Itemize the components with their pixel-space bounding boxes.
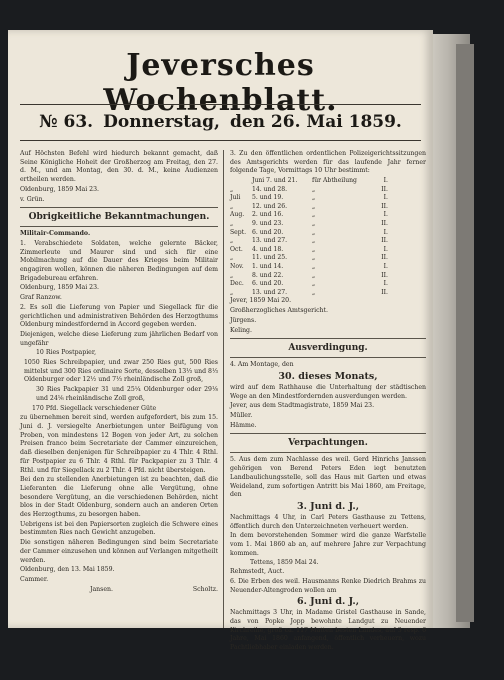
divider — [20, 207, 218, 208]
item-6-intro: 6. Die Erben des weil. Hausmanns Renke Diedrich Brahms zu Neuender-Altengroden wollen am — [230, 577, 426, 594]
schedule-cell: 6. und 20. — [252, 280, 284, 288]
schedule-cell: „ — [230, 288, 234, 296]
schedule-row — [230, 254, 426, 263]
item-4-intro: 4. Am Montage, den — [230, 361, 294, 369]
subheading-military: Militair-Commando. — [20, 230, 91, 238]
item-5-date: Tettens, 1859 Mai 24. — [250, 559, 319, 567]
schedule-cell: „ — [312, 211, 316, 219]
schedule-cell: II. — [381, 185, 388, 193]
schedule-cell: „ — [312, 202, 316, 210]
schedule-cell: I. — [383, 245, 388, 253]
item-2-signature-1: Cammer. — [20, 575, 49, 583]
notice-audience-date: Oldenburg, 1859 Mai 23. — [20, 185, 99, 193]
item-5-date-highlight: 3. Juni d. J., — [296, 500, 360, 512]
schedule-cell: 13. und 27. — [252, 237, 288, 245]
schedule-row — [230, 246, 426, 255]
section-heading-ausverdingung: Ausverdingung. — [288, 343, 368, 354]
schedule-cell: II. — [381, 237, 388, 245]
schedule-cell: Nov. — [230, 263, 244, 271]
schedule-cell: II. — [381, 220, 388, 228]
item-2-intro: Diejenigen, welche diese Lieferung zum jährlichen Bedarf von ungefähr — [20, 330, 218, 347]
schedule-cell: Dec. — [230, 280, 244, 288]
schedule-row — [230, 289, 426, 298]
item-3-text: 3. Zu den öffentlichen ordentlichen Polizeigerichtssitzungen des Amtsgerichts werden für das laufende Jahr ferner folgende Tage, Vormittags 10 Uhr bestimmt: — [230, 150, 426, 175]
schedule-cell: Oct. — [230, 245, 243, 253]
item-4-signature-1: Müller. — [230, 412, 253, 420]
item-4-text: wird auf dem Rathhause die Unterhaltung der städtischen Wege an den Mindestfordernden ausverdungen werden. — [230, 383, 426, 400]
schedule-cell: 8. und 22. — [252, 271, 284, 279]
item-2-list-0: 10 Ries Postpapier, — [36, 349, 97, 357]
schedule-cell: 6. und 20. — [252, 228, 284, 236]
schedule-cell: „ — [312, 271, 316, 279]
left-column — [20, 150, 218, 594]
court-schedule — [230, 177, 426, 297]
schedule-row — [230, 220, 426, 229]
right-column — [230, 150, 426, 654]
schedule-row — [230, 280, 426, 289]
notice-audience: Auf Höchsten Befehl wird hiedurch bekannt gemacht, daß Seine Königliche Hoheit der Großherzog am Freitag, den 27. d. M., und am Montag, den 30. d. M., keine Audienzen ertheilen werden. — [20, 150, 218, 184]
issue-day: Donnerstag, — [103, 112, 220, 132]
divider — [230, 357, 426, 358]
issue-date: den 26. Mai 1859. — [229, 112, 402, 132]
masthead-rule — [20, 104, 421, 105]
masthead: Jeversches Wochenblatt. — [103, 48, 338, 118]
schedule-cell: 11. und 25. — [252, 254, 288, 262]
item-5-signature: Rehmstedt, Auct. — [230, 568, 285, 576]
section-heading-official: Obrigkeitliche Bekanntmachungen. — [28, 212, 210, 223]
item-2-text: 2. Es soll die Lieferung von Papier und Siegellack für die gerichtlichen und administrativen Behörden des Herzogthums Oldenburg mindestfordernd in Accord gegeben werden. — [20, 303, 218, 329]
item-4-date-highlight: 30. dieses Monats, — [278, 370, 378, 382]
divider — [230, 433, 426, 434]
schedule-cell: Sept. — [230, 228, 247, 236]
item-2-list-3: 170 Pfd. Siegellack verschiedener Güte — [32, 404, 157, 412]
schedule-cell: „ — [312, 237, 316, 245]
schedule-cell: „ — [312, 220, 316, 228]
item-2-conditions: zu übernehmen bereit sind, werden aufgefordert, bis zum 15. Juni d. J. versiegelte Anerbietungen unter Beifügung von Proben, von mindestens 12 Bogen von jeder Art, zu solchen Preisen franco beim Secretariate der Cammer einzureichen, daß dieselben denjenigen für Schreibpapier zu 4 Thlr. 4 Rthl. für Postpapier zu 6 Thlr. 4 Rthl. für Packpapier zu 3 Thlr. 4 Rthl. und für Siegellack zu 2 Thlr. 4 Pfd. nicht übersteigen. — [20, 414, 218, 474]
schedule-cell: „ — [230, 220, 234, 228]
item-5-summer: In dem bevorstehenden Sommer wird die ganze Warfstelle vom 1. Mai 1860 ab an, auf mehrere Jahre zur Verpachtung kommen. — [230, 532, 426, 557]
schedule-cell: II. — [381, 288, 388, 296]
dateline — [22, 112, 419, 132]
schedule-cell: 4. und 18. — [252, 245, 284, 253]
schedule-row — [230, 237, 426, 246]
schedule-row — [230, 177, 426, 186]
issue-number: № 63. — [39, 112, 94, 132]
item-2-signature-3: Scholtz. — [192, 585, 218, 593]
schedule-cell: II. — [381, 254, 388, 262]
schedule-row — [230, 211, 426, 220]
divider — [230, 452, 426, 453]
schedule-cell: 14. und 28. — [252, 185, 288, 193]
notice-audience-signature: v. Grün. — [20, 195, 45, 203]
item-2-date: Oldenburg, den 13. Mai 1859. — [20, 566, 115, 574]
item-3-signature-2: Jürgens. — [230, 316, 257, 324]
schedule-cell: „ — [312, 228, 316, 236]
section-heading-verpachtungen: Verpachtungen. — [288, 438, 368, 449]
schedule-cell: „ — [312, 254, 316, 262]
item-3-signature-1: Großherzogliches Amtsgericht. — [230, 307, 328, 315]
schedule-cell: „ — [312, 194, 316, 202]
schedule-cell: I. — [383, 263, 388, 271]
item-4-date: Jever, aus dem Stadtmagistrate, 1859 Mai 23. — [230, 402, 375, 410]
schedule-cell: Juni 7. und 21. — [252, 177, 298, 185]
schedule-cell: 2. und 16. — [252, 211, 284, 219]
schedule-cell: Aug. — [230, 211, 245, 219]
schedule-cell: 1. und 14. — [252, 263, 284, 271]
item-2-list-1: 1050 Ries Schreibpapier, und zwar 250 Ries gut, 500 Ries mittelst und 300 Ries ordinaire Sorte, desselben 13⅓ und 8⅓ Oldenburger oder 12½ und 7⅓ rheinländische Zoll groß, — [24, 359, 218, 384]
schedule-row — [230, 272, 426, 281]
divider — [230, 338, 426, 339]
schedule-cell: II. — [381, 271, 388, 279]
schedule-cell: „ — [230, 237, 234, 245]
item-2-signature-2: Jansen. — [90, 585, 113, 593]
item-2-list-2: 30 Ries Packpapier 31 und 25¼ Oldenburger oder 29⅛ und 24⅙ rheinländische Zoll groß, — [36, 386, 218, 402]
schedule-cell: „ — [230, 271, 234, 279]
schedule-cell: „ — [230, 254, 234, 262]
schedule-cell: „ — [312, 288, 316, 296]
schedule-cell — [230, 177, 252, 186]
newspaper-page — [8, 30, 433, 652]
item-1-signature: Graf Ranzow. — [20, 294, 62, 302]
schedule-cell: 12. und 26. — [252, 202, 288, 210]
item-1-date: Oldenburg, 1859 Mai 23. — [20, 284, 99, 292]
schedule-cell: „ — [312, 280, 316, 288]
item-3-date: Jever, 1859 Mai 20. — [230, 297, 292, 305]
schedule-row — [230, 229, 426, 238]
item-2-signatures — [20, 586, 218, 595]
schedule-cell: 9. und 23. — [252, 220, 284, 228]
item-2-delivery: Bei den zu stellenden Anerbietungen ist zu beachten, daß die Lieferanten die Lieferung ohne alle Vergütung, ohne besondere Vergütung, an die verschiedenen Behörden, nicht blos in der Stadt Oldenburg, sondern auch an anderen Orten des Herzogthums, zu besorgen haben. — [20, 476, 218, 519]
item-6-text: Nachmittags 3 Uhr, in Madame Gristel Gasthause in Sande, das von Popke Jopp bewohnte Landgut zu Neuender Kirchreihe, groß ca. 117 Matten besten Landes, auf 3 resp. 6 Jahre, Mai 1860 anfangend, öffentlich verheuern, wozu Pachtliebhaber einladen werden. — [230, 609, 426, 652]
schedule-cell: I. — [383, 211, 388, 219]
item-5-intro: 5. Aus dem zum Nachlasse des weil. Gerd Hinrichs Janssen gehörigen von Berend Peters Eden iegt benutzten Landbaulichungsstelle, soll das Haus mit Garten und etwas Weideland, zum sofortigen Antritt bis Mai 1860, am Freitage, den — [230, 456, 426, 499]
schedule-row — [230, 203, 426, 212]
item-6-date-highlight: 6. Juni d. J., — [296, 596, 360, 608]
schedule-cell: „ — [230, 202, 234, 210]
book-edge — [456, 44, 474, 622]
schedule-cell: „ — [312, 245, 316, 253]
schedule-cell: „ — [312, 263, 316, 271]
schedule-cell: I. — [383, 194, 388, 202]
dateline-rule — [20, 140, 421, 141]
item-2-weight: Uebrigens ist bei den Papiersorten zugleich die Schwere eines bestimmten Ries nach Gewicht anzugeben. — [20, 520, 218, 537]
item-4-signature-2: Hämme. — [230, 421, 257, 429]
schedule-cell: I. — [383, 228, 388, 236]
schedule-cell: für Abtheilung — [312, 177, 357, 185]
item-3-signature-3: Keling. — [230, 326, 252, 334]
schedule-cell: 13. und 27. — [252, 288, 288, 296]
item-1-text: 1. Verabschiedete Soldaten, welche gelernte Bäcker, Zimmerleute und Maurer sind und sich für eine Mobilmachung auf die Dauer des Krieges beim Militair engagiren wollen, können die näheren Bedingungen auf dem Brigadebureau erfahren. — [20, 239, 218, 282]
item-5-footer — [230, 559, 426, 568]
divider — [20, 226, 218, 227]
schedule-cell: I. — [383, 177, 388, 185]
schedule-row — [230, 186, 426, 195]
schedule-cell: 5. und 19. — [252, 194, 284, 202]
schedule-cell: „ — [312, 185, 316, 193]
item-2-further: Die sonstigen näheren Bedingungen sind beim Secretariate der Cammer einzusehen und können auf Verlangen mitgetheilt werden. — [20, 539, 218, 564]
item-5-text: Nachmittags 4 Uhr, in Carl Peters Gasthause zu Tettens, öffentlich durch den Unterzeichneten verheuert werden. — [230, 513, 426, 530]
schedule-row — [230, 194, 426, 203]
schedule-cell: Juli — [230, 194, 241, 202]
schedule-row — [230, 263, 426, 272]
schedule-cell: I. — [383, 280, 388, 288]
schedule-cell: II. — [381, 202, 388, 210]
column-separator — [223, 150, 224, 628]
schedule-cell: „ — [230, 185, 234, 193]
